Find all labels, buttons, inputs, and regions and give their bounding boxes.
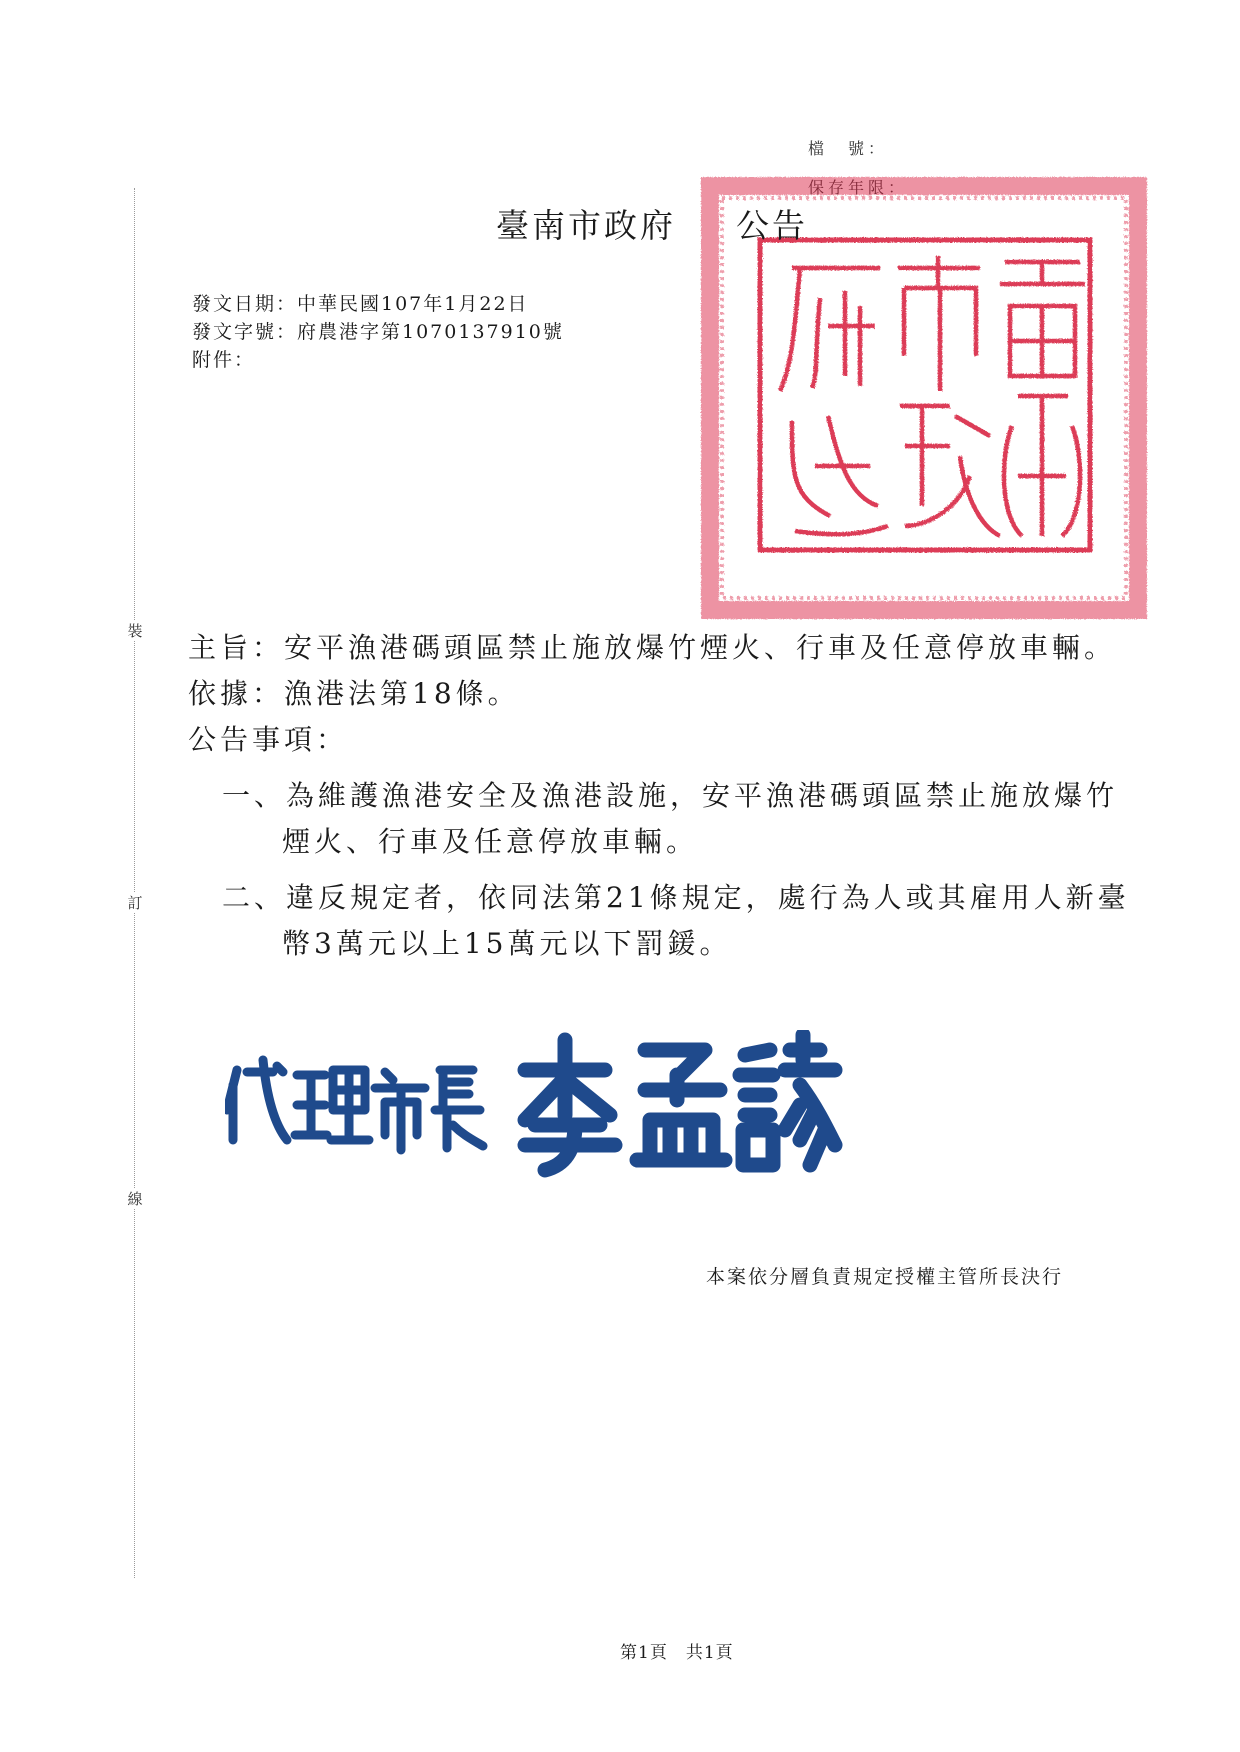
retention-period-label: 保存年限：: [808, 178, 909, 197]
notice-heading: 公告事項：: [188, 723, 349, 756]
document-number: 發文字號：府農港字第1070137910號: [192, 321, 564, 343]
notice-item-2-line-2: 幣3萬元以上15萬元以下罰鍰。: [282, 927, 732, 960]
binding-char-staple: 訂: [120, 892, 150, 913]
notice-item-1-line-2: 煙火、行車及任意停放車輛。: [282, 825, 699, 858]
mayor-signature: [225, 1030, 845, 1180]
page-indicator: 第1頁 共1頁: [620, 1643, 734, 1663]
binding-char-bind: 裝: [120, 620, 150, 641]
issue-date: 發文日期：中華民國107年1月22日: [192, 293, 529, 315]
delegation-note: 本案依分層負責規定授權主管所長決行: [706, 1266, 1064, 1288]
file-number-label: 檔 號：: [808, 139, 889, 158]
legal-basis-line: 依據：漁港法第18條。: [188, 677, 520, 710]
binding-margin-line: [134, 188, 135, 1578]
subject-line: 主旨：安平漁港碼頭區禁止施放爆竹煙火、行車及任意停放車輛。: [188, 631, 1117, 664]
issuing-agency: 臺南市政府: [496, 206, 676, 245]
notice-item-1-line-1: 一、為維護漁港安全及漁港設施，安平漁港碼頭區禁止施放爆竹: [222, 779, 1119, 812]
attachment-label: 附件：: [192, 349, 256, 371]
binding-char-line: 線: [120, 1188, 150, 1209]
document-type: 公告: [736, 206, 808, 245]
notice-item-2-line-1: 二、違反規定者，依同法第21條規定，處行為人或其雇用人新臺: [222, 881, 1130, 914]
